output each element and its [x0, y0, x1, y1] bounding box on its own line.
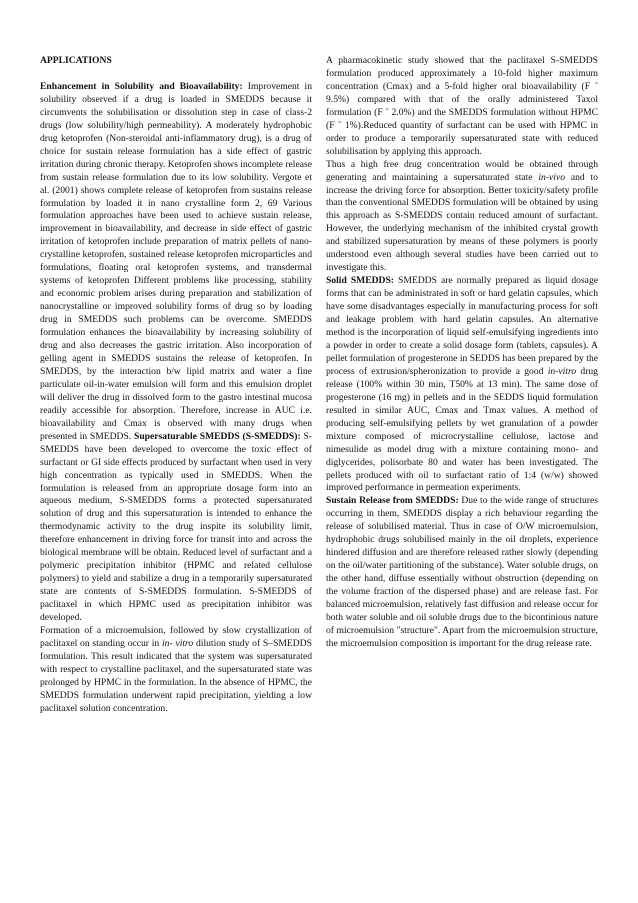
solid-text-b: drug release (100% within 30 min, T50% at 13 min). The same dose of progesterone (16 mg) in pellets and in the SEDDS liquid formulation resulted in similar AUC, Cmax and Tmax values. A method of producing self-emulsifying pellets by wet granulation of a powder mixture composed of microcrystalline cellulose, lactose and nimesulide as model drug with a mixture containing mono- and diglycerides, polisorbate 80 and water has been investigated. The pellets produced with oil to surfactant ratio of 1:4 (w/w) showed improved performance in permeation experiments.	[326, 365, 598, 494]
thus-italic: in-vivo	[538, 171, 566, 183]
formation-italic: in- vitro	[162, 637, 194, 649]
formation-text-b: dilution study of S–SMEDDS formulation. This result indicated that the system was supersaturated with respect to crystalline paclitaxel, and the supersaturated state was prolonged by HPMC in the formulation. In the absence of HPMC, the SMEDDS formulation underwent rapid precipitation, yielding a low paclitaxel solution concentration.	[40, 637, 312, 714]
thus-text-a: Thus a high free drug concentration would be obtained through generating and maintaining a supersaturated state	[326, 158, 598, 183]
left-column	[40, 55, 312, 716]
paragraph-formation	[40, 625, 312, 716]
formation-text-a: Formation of a microemulsion, followed by slow crystallization of paclitaxel on standing occur in	[40, 624, 312, 649]
subheading-sustain-release: Sustain Release from SMEDDS:	[326, 495, 459, 507]
sustain-body: Due to the wide range of structures occurring in them, SMEDDS display a rich behaviour regarding the release of solubilised material. Thus in case of O/W microemulsion, hydrophobic drugs solubilised mainly in the oil droplets, experience hindered diffusion and are therefore released rather slowly (depending on the oil/water partitioning of the substance). Water soluble drugs, on the other hand, diffuse essentially without obstruction (depending on the volume fraction of the dispersed phase) and are release fast. For balanced microemulsion, relatively fast diffusion and release occur for both water soluble and oil soluble drugs due to the bicontinious nature of microemulsion "structure". Apart from the microemulsion structure, the microemulsion composition is important for the drug release rate.	[326, 495, 598, 649]
subheading-solid-smedds: Solid SMEDDS:	[326, 275, 394, 287]
paragraph-enhancement	[40, 81, 312, 625]
supersaturable-body: S-SMEDDS have been developed to overcome the toxic effect of surfactant or GI side effects produced by surfactant when used in very high concentration as typically used in SMEDDS. When the formulation is released from an appropriate dosage form into an aqueous medium, S-SMEDDS forms a protected supersaturated solution of drug and this supersaturation is intended to enhance the thermodynamic activity to the drug inspite its solubility limit, therefore enhancement in driving force for transit into and across the biological membrane will be obtain. Reduced level of surfactant and a polymeric precipitation inhibitor (HPMC and related cellulose polymers) to yield and stabilize a drug in a temporarily supersaturated state are contents of S-SMEDDS formulation. S-SMEDDS of paclitaxel in which HPMC used as precipitation inhibitor was developed.	[40, 430, 312, 624]
enhancement-body: Improvement in solubility observed if a drug is loaded in SMEDDS because it circumvents the solubilisation or dissolution step in case of class-2 drugs (low solubility/high permeability). A moderately hydrophobic drug ketoprofen (Non-steroidal anti-inflammatory drug), is a drug of choice for sustain release formulation has a side effect of gastric irritation during chronic therapy. Ketoprofen shows incomplete release from sustain release formulation due to its low solubility. Vergote et al. (2001) shows complete release of ketoprofen from sustains release formulation by loaded it in nano crystalline form 2, 69 Various formulation approaches have been used to achieve sustain release, improvement in bioavailability, and decrease in side effect of gastric irritation of ketoprofen include preparation of matrix pellets of nano-crystalline ketoprofen, sustained release ketoprofen microparticles and formulations, floating oral ketoprofen systems, and transdermal systems of ketoprofen Different problems like processing, stability and economic problem arises during preparation and stabilization of nanocrystalline or improved solubility forms of drug so by loading drug in SMEDDS such problems can be overcome. SMEDDS formulation enhances the bioavailability by increasing solubility of drug and also decreases the gastric irritation. Also incorporation of gelling agent in SMEDDS sustains the release of ketoprofen. In SMEDDS, by the interaction b/w lipid matrix and water a fine particulate oil-in-water emulsion will form and this emulsion droplet will deliver the drug in dissolved form to the gastro intestinal mucosa readily accessible for absorption. Therefore, increase in AUC i.e. bioavailability and Cmax is observed with many drugs when presented in SMEDDS.	[40, 80, 312, 442]
solid-text-a: SMEDDS are normally prepared as liquid dosage forms that can be administrated in soft or hard gelatin capsules, which have some disadvantages especially in manufacturing process for soft and leakage problem with hard gelatin capsules. An alternative method is the incorporation of liquid self-emulsifying ingredients into a powder in order to create a solid dosage form (tablets, capsules). A pellet formulation of progesterone in SEDDS has been prepared by the process of extrusion/spheronization to provide a good	[326, 275, 599, 377]
paragraph-solid-smedds	[326, 275, 598, 495]
right-column	[326, 55, 598, 651]
paragraph-pharmacokinetic: A pharmacokinetic study showed that the paclitaxel S-SMEDDS formulation produced approximately a 10-fold higher maximum concentration (Cmax) and a 5-fold higher oral bioavailability (F ˜ 9.5%) compared with that of the orally administered Taxol formulation (F ˜ 2.0%) and the SMEDDS formulation without HPMC (F ˜ 1%).Reduced quantity of surfactant can be used with HPMC in order to produce a temporarily supersaturated state with reduced solubilisation by applying this approach.	[326, 55, 598, 157]
section-heading-applications: APPLICATIONS	[40, 55, 112, 66]
subheading-supersaturable: Supersaturable SMEDDS (S-SMEDDS):	[134, 430, 301, 442]
solid-italic: in-vitro	[547, 365, 577, 377]
paragraph-thus	[326, 159, 598, 276]
paragraph-sustain-release	[326, 495, 598, 650]
subheading-enhancement: Enhancement in Solubility and Bioavailability:	[40, 80, 243, 92]
thus-text-b: and to increase the driving force for absorption. Better toxicity/safety profile than the conventional SMEDDS formulation will be obtained by using this approach as S-SMEDDS contain reduced amount of surfactant. However, the underlying mechanism of the inhibited crystal growth and stabilized supersaturation by means of these polymers is poorly understood even although several studies have been carried out to investigate this.	[326, 171, 598, 274]
